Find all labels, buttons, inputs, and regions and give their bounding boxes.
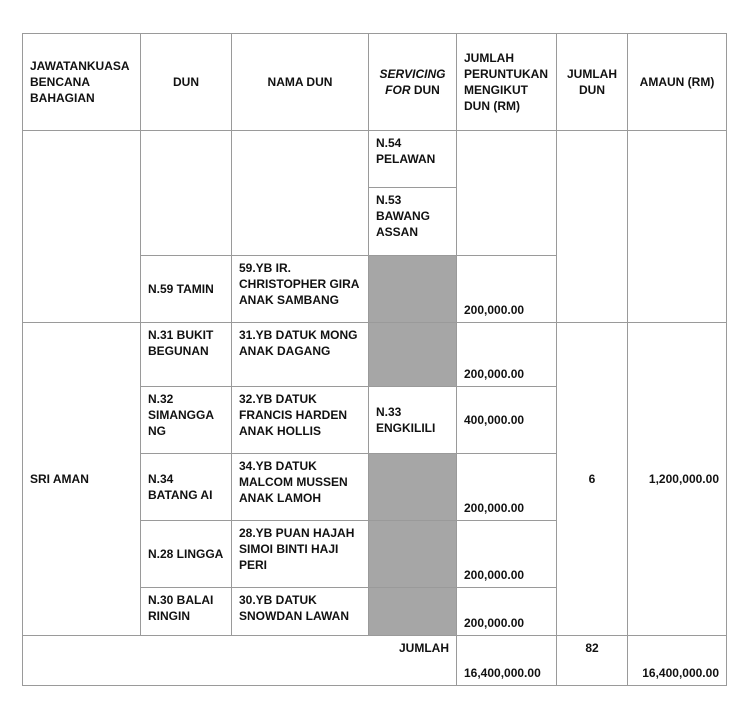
cell-amount: 200,000.00 <box>457 454 557 521</box>
cell-amount-empty <box>457 131 557 256</box>
header-row <box>23 34 727 131</box>
cell-nama-dun: 31.YB DATUK MONG ANAK DAGANG <box>232 323 369 387</box>
cell-amount: 200,000.00 <box>457 588 557 636</box>
cell-dun-empty <box>141 131 232 256</box>
cell-dun: N.28 LINGGA <box>141 521 232 588</box>
header-dun: DUN <box>141 34 232 131</box>
total-label: JUMLAH <box>23 636 457 686</box>
cell-servicing-shaded <box>369 521 457 588</box>
total-row <box>23 636 727 686</box>
cell-nama-dun: 30.YB DATUK SNOWDAN LAWAN <box>232 588 369 636</box>
cell-amount: 200,000.00 <box>457 256 557 323</box>
cell-amaun-empty <box>628 131 727 323</box>
cell-amaun: 1,200,000.00 <box>628 323 727 636</box>
header-servicing-dun: DUN <box>413 83 440 97</box>
total-jumlah-dun: 82 <box>557 636 628 686</box>
cell-bahagian: SRI AMAN <box>23 323 141 636</box>
header-jumlah-dun: JUMLAH DUN <box>557 34 628 131</box>
cell-dun: N.34 BATANG AI <box>141 454 232 521</box>
header-servicing-italic: SERVICING <box>379 67 446 81</box>
cell-servicing-shaded <box>369 323 457 387</box>
allocation-table <box>22 33 727 686</box>
cell-amount: 400,000.00 <box>457 387 557 454</box>
cell-nama-dun: 59.YB IR. CHRISTOPHER GIRA ANAK SAMBANG <box>232 256 369 323</box>
cell-servicing: N.33 ENGKILILI <box>369 387 457 454</box>
table-row <box>23 131 727 188</box>
cell-servicing-shaded <box>369 454 457 521</box>
cell-nama-dun: 32.YB DATUK FRANCIS HARDEN ANAK HOLLIS <box>232 387 369 454</box>
total-amaun: 16,400,000.00 <box>628 636 727 686</box>
table-row <box>23 323 727 387</box>
cell-servicing-n53: N.53 BAWANG ASSAN <box>369 188 457 256</box>
cell-jumlah-dun: 6 <box>557 323 628 636</box>
header-servicing <box>369 34 457 131</box>
header-amaun: AMAUN (RM) <box>628 34 727 131</box>
header-servicing-for: FOR <box>385 83 411 97</box>
cell-nama-dun: 28.YB PUAN HAJAH SIMOI BINTI HAJI PERI <box>232 521 369 588</box>
cell-bahagian-empty <box>23 131 141 323</box>
cell-jumlah-dun-empty <box>557 131 628 323</box>
header-jumlah-peruntukan: JUMLAH PERUNTUKAN MENGIKUT DUN (RM) <box>457 34 557 131</box>
cell-dun: N.30 BALAI RINGIN <box>141 588 232 636</box>
cell-nama-empty <box>232 131 369 256</box>
cell-servicing-n54: N.54 PELAWAN <box>369 131 457 188</box>
header-bahagian: JAWATANKUASA BENCANA BAHAGIAN <box>23 34 141 131</box>
cell-amount: 200,000.00 <box>457 521 557 588</box>
cell-nama-dun: 34.YB DATUK MALCOM MUSSEN ANAK LAMOH <box>232 454 369 521</box>
cell-dun: N.59 TAMIN <box>141 256 232 323</box>
cell-dun: N.31 BUKIT BEGUNAN <box>141 323 232 387</box>
cell-amount: 200,000.00 <box>457 323 557 387</box>
cell-servicing-shaded <box>369 588 457 636</box>
total-peruntukan: 16,400,000.00 <box>457 636 557 686</box>
cell-dun: N.32 SIMANGGA NG <box>141 387 232 454</box>
header-nama-dun: NAMA DUN <box>232 34 369 131</box>
cell-servicing-shaded <box>369 256 457 323</box>
